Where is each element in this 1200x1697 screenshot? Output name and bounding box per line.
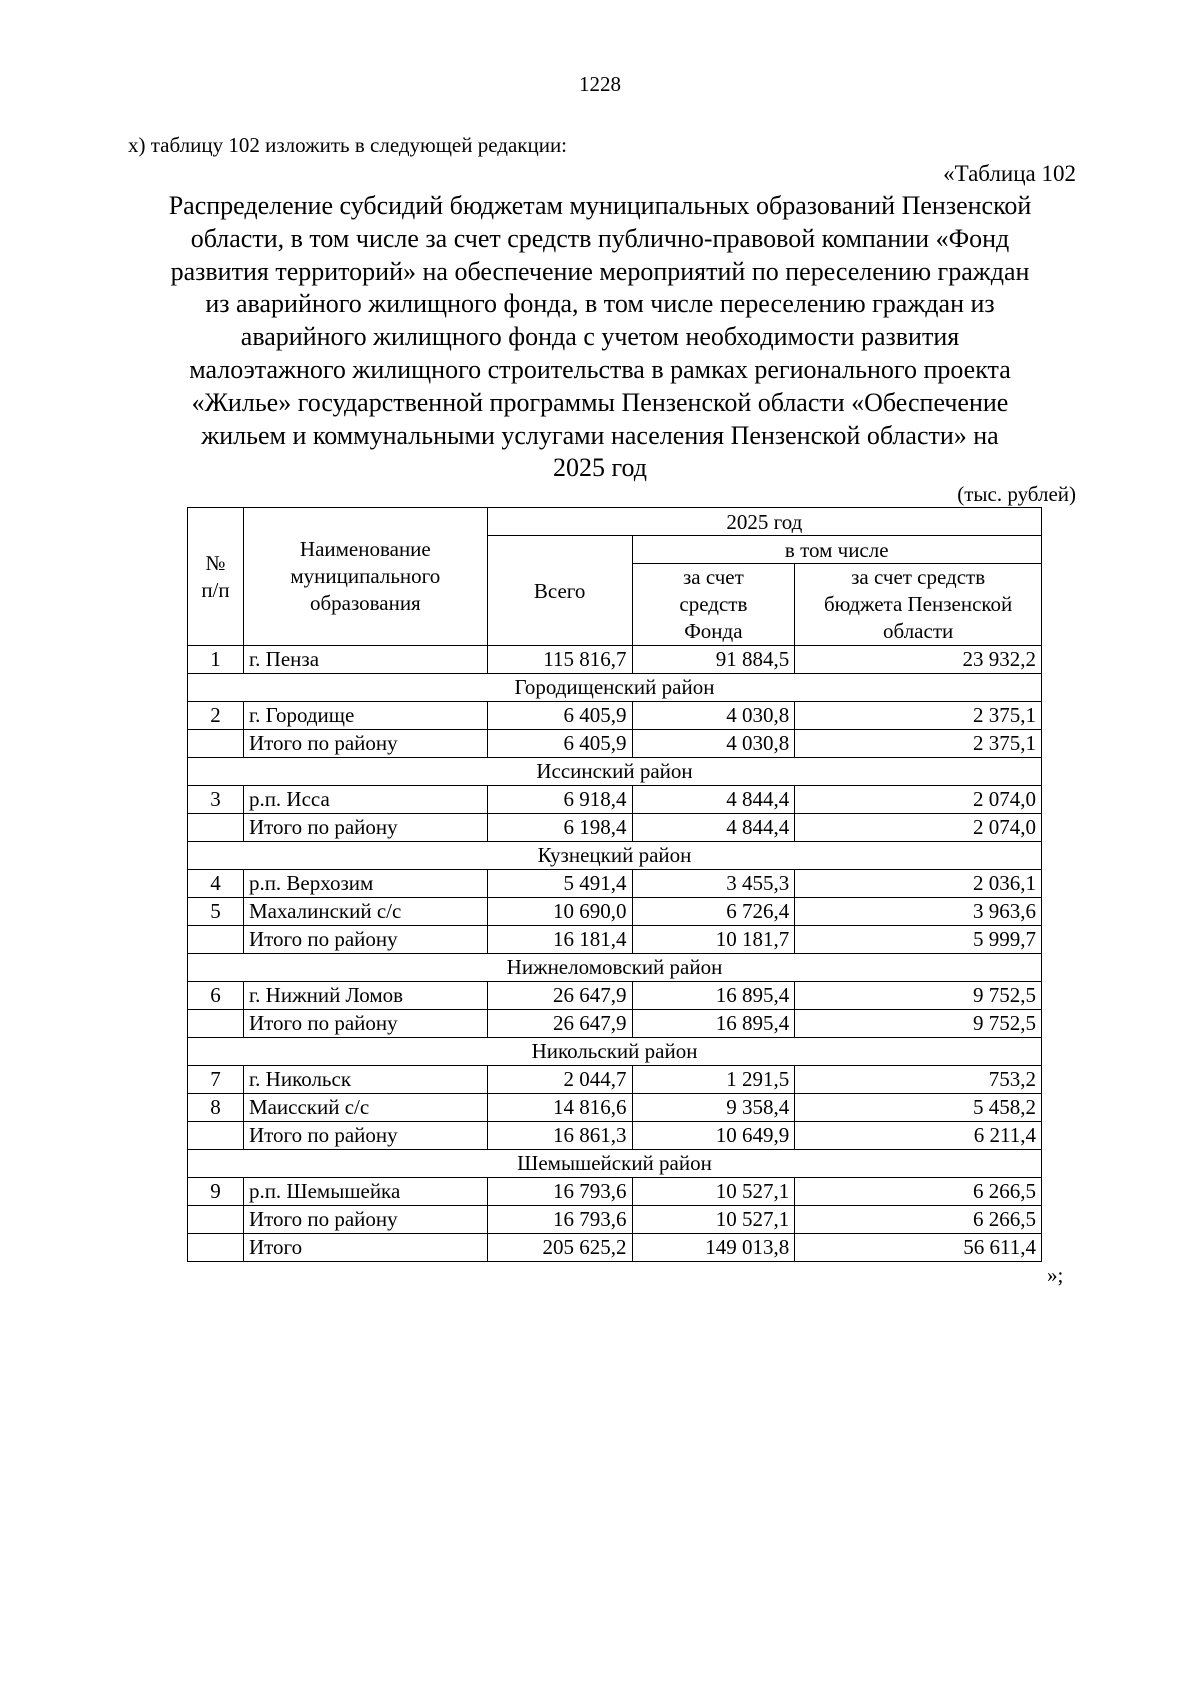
table-row [188, 898, 1042, 926]
table-row [188, 1122, 1042, 1150]
district-name: Шемышейский район [188, 1150, 1042, 1178]
cell-total: 14 816,6 [487, 1094, 632, 1122]
cell-budget: 9 752,5 [795, 982, 1042, 1010]
cell-fund: 16 895,4 [632, 982, 795, 1010]
cell-num [188, 926, 244, 954]
cell-fund: 10 649,9 [632, 1122, 795, 1150]
header-name: Наименование муниципального образования [243, 508, 487, 646]
cell-name: г. Городище [243, 702, 487, 730]
cell-budget: 5 458,2 [795, 1094, 1042, 1122]
cell-name: р.п. Верхозим [243, 870, 487, 898]
cell-budget: 6 211,4 [795, 1122, 1042, 1150]
cell-total: 16 861,3 [487, 1122, 632, 1150]
table-title [120, 190, 1080, 485]
cell-budget: 6 266,5 [795, 1178, 1042, 1206]
district-name: Иссинский район [188, 758, 1042, 786]
cell-num: 9 [188, 1178, 244, 1206]
header-including: в том числе [632, 536, 1042, 564]
closing-quote: »; [1047, 1263, 1064, 1287]
cell-total: 6 405,9 [487, 702, 632, 730]
cell-budget: 6 266,5 [795, 1206, 1042, 1234]
cell-num: 1 [188, 646, 244, 674]
district-name: Городищенский район [188, 674, 1042, 702]
cell-num [188, 1010, 244, 1038]
cell-name: р.п. Шемышейка [243, 1178, 487, 1206]
cell-num: 4 [188, 870, 244, 898]
table-row [188, 786, 1042, 814]
cell-num [188, 814, 244, 842]
cell-fund: 1 291,5 [632, 1066, 795, 1094]
cell-num [188, 730, 244, 758]
district-row [188, 842, 1042, 870]
cell-name: Махалинский с/с [243, 898, 487, 926]
cell-total: 6 918,4 [487, 786, 632, 814]
table-row [188, 702, 1042, 730]
district-row [188, 1150, 1042, 1178]
cell-fund: 10 527,1 [632, 1178, 795, 1206]
cell-budget: 2 375,1 [795, 702, 1042, 730]
title-line: жильем и коммунальными услугами населения Пензенской области» на [201, 420, 999, 450]
cell-total: 205 625,2 [487, 1234, 632, 1262]
table-row [188, 1178, 1042, 1206]
cell-budget: 9 752,5 [795, 1010, 1042, 1038]
cell-fund: 149 013,8 [632, 1234, 795, 1262]
cell-num [188, 1206, 244, 1234]
cell-num [188, 1122, 244, 1150]
cell-fund: 6 726,4 [632, 898, 795, 926]
cell-budget: 3 963,6 [795, 898, 1042, 926]
cell-fund: 4 030,8 [632, 702, 795, 730]
table-row [188, 982, 1042, 1010]
header-num: № п/п [188, 508, 244, 646]
cell-total: 6 198,4 [487, 814, 632, 842]
district-name: Никольский район [188, 1038, 1042, 1066]
district-name: Кузнецкий район [188, 842, 1042, 870]
cell-budget: 2 074,0 [795, 786, 1042, 814]
cell-budget: 5 999,7 [795, 926, 1042, 954]
cell-budget: 56 611,4 [795, 1234, 1042, 1262]
table-row [188, 814, 1042, 842]
title-line: области, в том числе за счет средств публично-правовой компании «Фонд [190, 223, 1010, 253]
table-row [188, 870, 1042, 898]
cell-name: р.п. Исса [243, 786, 487, 814]
table-reference: «Таблица 102 [943, 161, 1076, 186]
subsidy-table [187, 507, 1042, 1262]
cell-fund: 4 030,8 [632, 730, 795, 758]
title-line: малоэтажного жилищного строительства в рамках регионального проекта [189, 354, 1011, 384]
cell-fund: 4 844,4 [632, 814, 795, 842]
title-line: «Жилье» государственной программы Пензенской области «Обеспечение [191, 387, 1009, 417]
cell-name: Итого по району [243, 730, 487, 758]
cell-name: Итого [243, 1234, 487, 1262]
district-row [188, 954, 1042, 982]
cell-fund: 3 455,3 [632, 870, 795, 898]
district-row [188, 674, 1042, 702]
cell-budget: 23 932,2 [795, 646, 1042, 674]
cell-fund: 16 895,4 [632, 1010, 795, 1038]
cell-num: 8 [188, 1094, 244, 1122]
cell-name: Итого по району [243, 926, 487, 954]
district-row [188, 758, 1042, 786]
cell-total: 2 044,7 [487, 1066, 632, 1094]
header-year: 2025 год [487, 508, 1041, 536]
table-row [188, 1234, 1042, 1262]
header-budget: за счет средств бюджета Пензенской области [795, 564, 1042, 646]
cell-name: г. Нижний Ломов [243, 982, 487, 1010]
title-line: из аварийного жилищного фонда, в том числе переселению граждан из [205, 289, 995, 319]
cell-name: г. Никольск [243, 1066, 487, 1094]
cell-fund: 10 181,7 [632, 926, 795, 954]
table-body [188, 646, 1042, 1262]
title-line: аварийного жилищного фонда с учетом необходимости развития [240, 322, 960, 352]
cell-total: 16 793,6 [487, 1178, 632, 1206]
cell-budget: 2 074,0 [795, 814, 1042, 842]
cell-total: 6 405,9 [487, 730, 632, 758]
cell-total: 16 181,4 [487, 926, 632, 954]
cell-total: 26 647,9 [487, 982, 632, 1010]
cell-num: 5 [188, 898, 244, 926]
cell-fund: 91 884,5 [632, 646, 795, 674]
cell-num: 6 [188, 982, 244, 1010]
header-fund: за счет средств Фонда [632, 564, 795, 646]
table-row [188, 926, 1042, 954]
cell-total: 26 647,9 [487, 1010, 632, 1038]
cell-name: Итого по району [243, 1010, 487, 1038]
cell-total: 16 793,6 [487, 1206, 632, 1234]
cell-name: Маисский с/с [243, 1094, 487, 1122]
cell-fund: 10 527,1 [632, 1206, 795, 1234]
table-row [188, 646, 1042, 674]
table-row [188, 1066, 1042, 1094]
page-number: 1228 [579, 72, 621, 96]
cell-num: 2 [188, 702, 244, 730]
cell-name: г. Пенза [243, 646, 487, 674]
cell-budget: 2 375,1 [795, 730, 1042, 758]
table-row [188, 1206, 1042, 1234]
title-line: Распределение субсидий бюджетам муниципальных образований Пензенской [168, 191, 1032, 220]
table-header [188, 508, 1042, 646]
units-label: (тыс. рублей) [957, 482, 1076, 506]
cell-num: 7 [188, 1066, 244, 1094]
cell-name: Итого по району [243, 814, 487, 842]
cell-total: 10 690,0 [487, 898, 632, 926]
cell-total: 5 491,4 [487, 870, 632, 898]
table-row [188, 1010, 1042, 1038]
header-total: Всего [487, 536, 632, 646]
cell-budget: 753,2 [795, 1066, 1042, 1094]
cell-total: 115 816,7 [487, 646, 632, 674]
title-line: развития территорий» на обеспечение мероприятий по переселению граждан [170, 256, 1030, 286]
cell-fund: 4 844,4 [632, 786, 795, 814]
table-row [188, 730, 1042, 758]
cell-num: 3 [188, 786, 244, 814]
table-row [188, 1094, 1042, 1122]
district-row [188, 1038, 1042, 1066]
cell-fund: 9 358,4 [632, 1094, 795, 1122]
cell-name: Итого по району [243, 1206, 487, 1234]
cell-num [188, 1234, 244, 1262]
cell-name: Итого по району [243, 1122, 487, 1150]
amendment-intro: х) таблицу 102 изложить в следующей редакции: [128, 133, 568, 157]
cell-budget: 2 036,1 [795, 870, 1042, 898]
district-name: Нижнеломовский район [188, 954, 1042, 982]
title-line: 2025 год [553, 453, 647, 483]
